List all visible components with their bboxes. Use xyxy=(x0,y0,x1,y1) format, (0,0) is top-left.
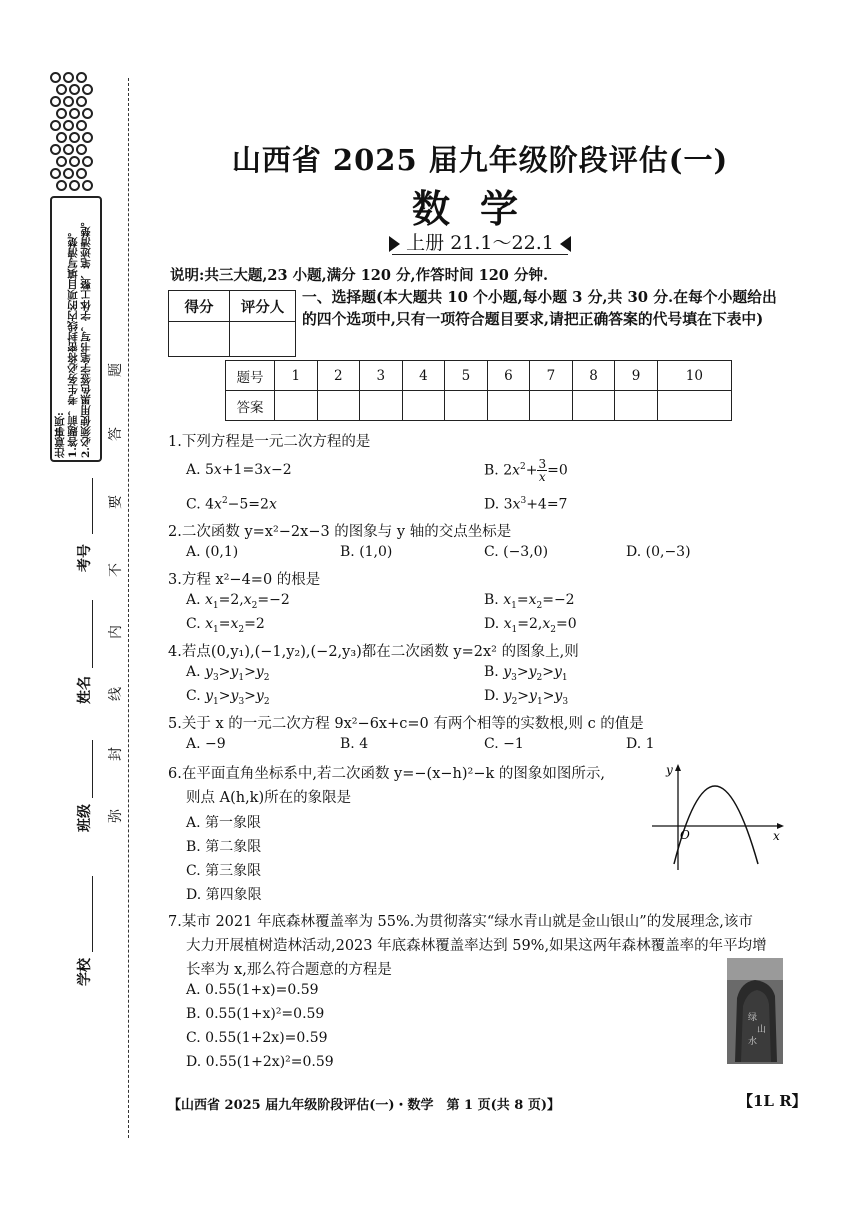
triangle-left-icon xyxy=(560,236,571,252)
q6-option-a: A. 第一象限 xyxy=(186,815,262,831)
binding-hole xyxy=(69,180,80,191)
range-underline xyxy=(392,254,568,255)
q4-option-b: B. $y_3>y_2>y_1$ xyxy=(484,664,568,683)
seal-char: 内 xyxy=(108,625,124,639)
answer-entry-cell[interactable] xyxy=(317,391,360,421)
q1-option-a: A. 5x+1=3x−2 xyxy=(186,462,292,478)
binding-hole xyxy=(50,96,61,107)
q4-option-a: A. $y_3>y_1>y_2$ xyxy=(186,664,270,683)
q6-option-c: C. 第三象限 xyxy=(186,863,262,879)
answer-entry-cell[interactable] xyxy=(445,391,488,421)
answer-entry-cell[interactable] xyxy=(615,391,658,421)
answer-entry-cell[interactable] xyxy=(275,391,318,421)
q2-option-c: C. (−3,0) xyxy=(484,544,549,560)
q2-option-b: B. (1,0) xyxy=(340,544,393,560)
q1-stem: 1.下列方程是一元二次方程的是 xyxy=(168,434,371,450)
seal-char: 题 xyxy=(108,363,124,377)
binding-hole xyxy=(82,132,93,143)
q6-stem: 6.在平面直角坐标系中,若二次函数 y=−(x−h)²−k 的图象如图所示, xyxy=(168,766,605,782)
binding-hole xyxy=(63,144,74,155)
answer-entry-cell[interactable] xyxy=(657,391,731,421)
q4-stem: 4.若点(0,y₁),(−1,y₂),(−2,y₃)都在二次函数 y=2x² 的图象上,则 xyxy=(168,644,579,660)
q7-stone-photo xyxy=(727,958,783,1064)
binding-hole xyxy=(56,84,67,95)
q3-option-d: D. $x_1=2,x_2=0$ xyxy=(484,616,577,635)
q7-stem-2: 大力开展植树造林活动,2023 年底森林覆盖率达到 59%,如果这两年森林覆盖率的年平均增 xyxy=(186,938,767,954)
q1-option-b: B. $2x^2+$ $\frac{3}{x}$ =0 xyxy=(484,457,568,484)
answer-number-cell: 1 xyxy=(275,361,318,391)
q6-option-d: D. 第四象限 xyxy=(186,887,262,903)
grader-header: 评分人 xyxy=(229,291,295,322)
answer-table xyxy=(225,360,732,421)
binding-hole xyxy=(50,120,61,131)
binding-hole xyxy=(76,144,87,155)
binding-hole xyxy=(56,156,67,167)
seal-char: 不 xyxy=(108,563,124,577)
name-line xyxy=(92,600,93,668)
answer-number-cell: 8 xyxy=(572,361,615,391)
q3-option-c: C. $x_1=x_2=2$ xyxy=(186,616,265,635)
binding-hole xyxy=(63,120,74,131)
answer-number-cell: 4 xyxy=(402,361,445,391)
binding-hole xyxy=(82,108,93,119)
answer-entry-cell[interactable] xyxy=(487,391,530,421)
graph-x-label: x xyxy=(773,829,780,843)
answer-entry-cell[interactable] xyxy=(572,391,615,421)
q7-stem-3: 长率为 x,那么符合题意的方程是 xyxy=(186,962,392,978)
q7-option-d: D. 0.55(1+2x)²=0.59 xyxy=(186,1054,334,1070)
section-1-heading: 一、选择题(本大题共 10 个小题,每小题 3 分,共 30 分.在每个小题给出的四个选项中,只有一项符合题目要求,请把正确答案的代号填在下表中) xyxy=(302,289,777,328)
binding-hole xyxy=(76,168,87,179)
answer-number-cell: 6 xyxy=(487,361,530,391)
q6-parabola-graph xyxy=(648,760,788,872)
binding-hole xyxy=(76,120,87,131)
instructions: 说明:共三大题,23 小题,满分 120 分,作答时间 120 分钟. xyxy=(170,267,548,284)
seal-char: 弥 xyxy=(108,809,124,823)
binding-hole xyxy=(76,72,87,83)
q4-option-c: C. $y_1>y_3>y_2$ xyxy=(186,688,270,707)
answer-number-cell: 2 xyxy=(317,361,360,391)
exam-title: 山西省 2025 届九年级阶段评估(一) xyxy=(231,143,729,177)
binding-hole xyxy=(63,96,74,107)
binding-hole xyxy=(50,72,61,83)
q5-option-a: A. −9 xyxy=(186,736,226,752)
binding-hole xyxy=(82,84,93,95)
parabola-curve xyxy=(674,786,758,864)
binding-hole xyxy=(63,168,74,179)
q3-stem: 3.方程 x²−4=0 的根是 xyxy=(168,572,321,588)
q5-option-b: B. 4 xyxy=(340,736,369,752)
answer-number-cell: 9 xyxy=(615,361,658,391)
answer-number-cell: 3 xyxy=(360,361,403,391)
binding-hole xyxy=(50,144,61,155)
svg-text:水: 水 xyxy=(748,1037,758,1047)
seal-char: 线 xyxy=(108,687,124,701)
name-label: 姓名 xyxy=(77,676,93,704)
notice-box xyxy=(50,196,102,462)
binding-hole xyxy=(69,84,80,95)
answer-entry-cell[interactable] xyxy=(360,391,403,421)
graph-origin-label: O xyxy=(680,828,690,842)
class-line xyxy=(92,740,93,798)
q7-option-b: B. 0.55(1+x)²=0.59 xyxy=(186,1006,325,1022)
answer-table-row1-label: 题号 xyxy=(226,361,275,391)
answer-entry-cell[interactable] xyxy=(402,391,445,421)
exam-no-line xyxy=(92,478,93,534)
answer-table-row2-label: 答案 xyxy=(226,391,275,421)
q2-option-d: D. (0,−3) xyxy=(626,544,691,560)
q6-stem-2: 则点 A(h,k)所在的象限是 xyxy=(186,790,352,806)
q7-option-c: C. 0.55(1+2x)=0.59 xyxy=(186,1030,328,1046)
class-label: 班级 xyxy=(77,804,93,832)
range-text: 上册 21.1～22.1 xyxy=(406,232,554,254)
school-line xyxy=(92,876,93,952)
q3-option-b: B. $x_1=x_2=-2$ xyxy=(484,592,575,611)
q1-option-d: D. $3x^3+4=7$ xyxy=(484,496,568,513)
answer-number-cell: 7 xyxy=(530,361,573,391)
page-footer: 【山西省 2025 届九年级阶段评估(一)・数学 第 1 页(共 8 页)】 xyxy=(168,1098,561,1113)
seal-char: 封 xyxy=(108,747,124,761)
grader-cell[interactable] xyxy=(229,322,295,357)
binding-hole xyxy=(63,72,74,83)
binding-holes xyxy=(50,72,94,192)
binding-hole xyxy=(56,180,67,191)
q2-option-a: A. (0,1) xyxy=(186,544,239,560)
school-label: 学校 xyxy=(77,958,93,986)
q1-option-c: C. $4x^2-5=2x$ xyxy=(186,496,277,513)
graph-y-label: y xyxy=(666,763,673,777)
paper-code: 【1L R】 xyxy=(738,1092,807,1110)
answer-entry-cell[interactable] xyxy=(530,391,573,421)
q5-option-d: D. 1 xyxy=(626,736,655,752)
q5-stem: 5.关于 x 的一元二次方程 9x²−6x+c=0 有两个相等的实数根,则 c 的值是 xyxy=(168,716,644,732)
q7-option-a: A. 0.55(1+x)=0.59 xyxy=(186,982,319,998)
q3-option-a: A. $x_1=2,x_2=-2$ xyxy=(186,592,290,611)
binding-hole xyxy=(50,168,61,179)
binding-hole xyxy=(82,180,93,191)
binding-hole xyxy=(69,132,80,143)
q4-option-d: D. $y_2>y_1>y_3$ xyxy=(484,688,569,707)
binding-hole xyxy=(56,132,67,143)
binding-hole xyxy=(69,156,80,167)
score-cell[interactable] xyxy=(169,322,230,357)
score-table xyxy=(168,290,296,357)
answer-number-cell: 5 xyxy=(445,361,488,391)
range-banner xyxy=(350,228,610,255)
subject-title: 数学 xyxy=(411,186,548,231)
q5-option-c: C. −1 xyxy=(484,736,524,752)
binding-hole xyxy=(56,108,67,119)
binding-hole xyxy=(82,156,93,167)
seal-line xyxy=(128,78,129,1138)
svg-text:山: 山 xyxy=(757,1025,767,1035)
q6-option-b: B. 第二象限 xyxy=(186,839,262,855)
notice-line-1: 1.答题前，考生务必将密封线内的项目填写清楚。 xyxy=(67,226,79,458)
score-header: 得分 xyxy=(169,291,230,322)
y-axis-arrow-icon xyxy=(675,764,681,771)
answer-number-cell: 10 xyxy=(657,361,731,391)
q2-stem: 2.二次函数 y=x²−2x−3 的图象与 y 轴的交点坐标是 xyxy=(168,524,512,540)
svg-text:绿: 绿 xyxy=(748,1013,758,1023)
notice-line-2: 2.必须使用黑色签字笔书写，字体工整、笔迹清楚。 xyxy=(80,216,92,458)
notice-title: 注意事项: xyxy=(54,412,66,458)
binding-hole xyxy=(76,96,87,107)
binding-hole xyxy=(69,108,80,119)
seal-char: 要 xyxy=(108,495,124,509)
q7-stem-1: 7.某市 2021 年底森林覆盖率为 55%.为贯彻落实“绿水青山就是金山银山”的发展理念,该市 xyxy=(168,914,753,930)
triangle-right-icon xyxy=(389,236,400,252)
exam-no-label: 考号 xyxy=(77,544,93,572)
seal-char: 答 xyxy=(108,427,124,441)
